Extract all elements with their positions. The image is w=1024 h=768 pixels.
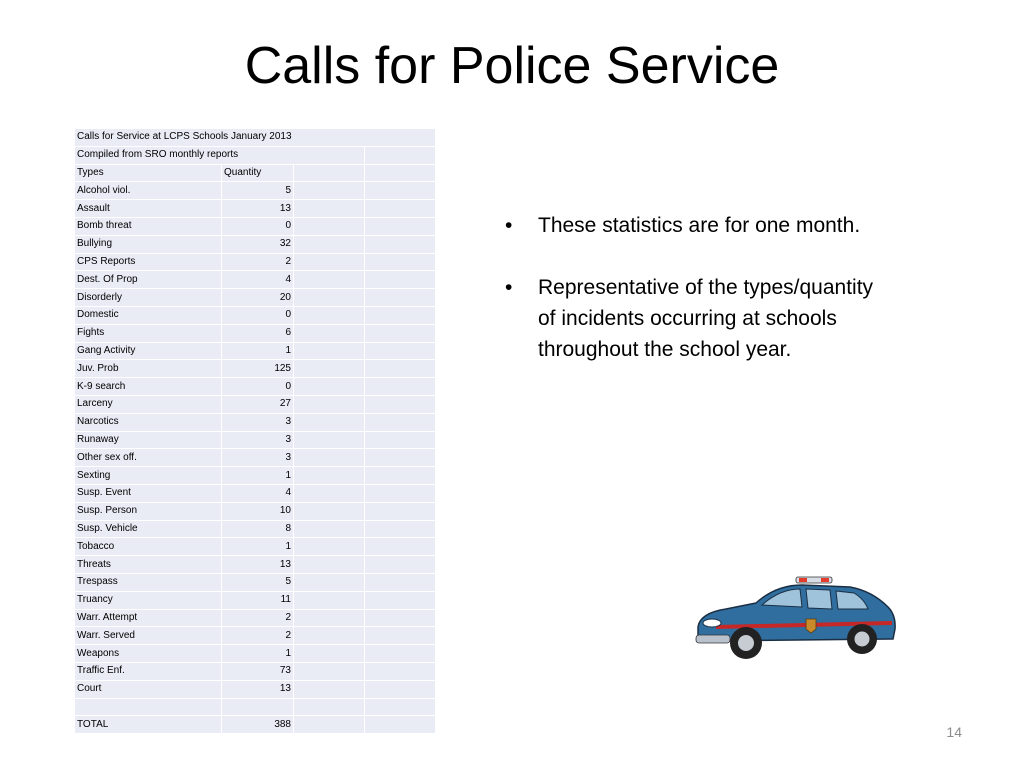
- table-total-row: [75, 716, 436, 734]
- quantity-cell: 27: [222, 396, 294, 414]
- quantity-cell: 0: [222, 218, 294, 236]
- type-cell: Other sex off.: [75, 449, 222, 467]
- table-row: [75, 396, 436, 414]
- quantity-cell: 13: [222, 556, 294, 574]
- empty-cell: [294, 449, 365, 467]
- quantity-cell: 11: [222, 592, 294, 610]
- empty-cell: [365, 254, 436, 272]
- empty-cell: [294, 485, 365, 503]
- quantity-cell: 6: [222, 325, 294, 343]
- type-cell: Fights: [75, 325, 222, 343]
- table-row: [75, 182, 436, 200]
- empty-cell: [365, 325, 436, 343]
- table-row: [75, 432, 436, 450]
- table-row: [75, 663, 436, 681]
- bullet-dot-icon: •: [505, 214, 513, 237]
- empty-cell: [294, 538, 365, 556]
- empty-cell: [365, 699, 436, 717]
- quantity-cell: 8: [222, 521, 294, 539]
- type-cell: Juv. Prob: [75, 360, 222, 378]
- empty-cell: [365, 414, 436, 432]
- column-header-types: Types: [75, 165, 222, 183]
- empty-cell: [294, 236, 365, 254]
- empty-cell: [294, 218, 365, 236]
- table-row: [75, 414, 436, 432]
- type-cell: Alcohol viol.: [75, 182, 222, 200]
- table-row: [75, 574, 436, 592]
- bullet-item: [505, 272, 885, 365]
- empty-cell: [365, 645, 436, 663]
- empty-cell: [365, 556, 436, 574]
- table-row: [75, 538, 436, 556]
- empty-cell: [365, 289, 436, 307]
- empty-cell: [294, 627, 365, 645]
- empty-cell: [294, 574, 365, 592]
- empty-cell: [365, 521, 436, 539]
- empty-cell: [365, 200, 436, 218]
- table-row: [75, 681, 436, 699]
- table-header-row: [75, 165, 436, 183]
- type-cell: Warr. Served: [75, 627, 222, 645]
- type-cell: Tobacco: [75, 538, 222, 556]
- type-cell: Assault: [75, 200, 222, 218]
- empty-cell: [365, 538, 436, 556]
- table-row: [75, 343, 436, 361]
- page-number: 14: [946, 724, 962, 740]
- type-cell: Truancy: [75, 592, 222, 610]
- type-cell: K-9 search: [75, 378, 222, 396]
- type-cell: Warr. Attempt: [75, 610, 222, 628]
- empty-cell: [365, 378, 436, 396]
- empty-cell: [294, 592, 365, 610]
- empty-cell: [75, 699, 222, 717]
- table-row: [75, 627, 436, 645]
- bullet-text: Representative of the types/quantity of incidents occurring at schools throughout the school year.: [538, 276, 874, 361]
- quantity-cell: 3: [222, 432, 294, 450]
- empty-cell: [294, 165, 365, 183]
- type-cell: Gang Activity: [75, 343, 222, 361]
- empty-cell: [294, 503, 365, 521]
- type-cell: Dest. Of Prop: [75, 271, 222, 289]
- table-subcaption: Compiled from SRO monthly reports: [75, 147, 365, 165]
- table-row: [75, 325, 436, 343]
- empty-cell: [365, 503, 436, 521]
- type-cell: Runaway: [75, 432, 222, 450]
- empty-cell: [365, 182, 436, 200]
- table-row: [75, 610, 436, 628]
- empty-cell: [365, 165, 436, 183]
- table-caption-row: [75, 147, 436, 165]
- empty-cell: [365, 432, 436, 450]
- empty-cell: [365, 574, 436, 592]
- empty-cell: [365, 307, 436, 325]
- type-cell: Sexting: [75, 467, 222, 485]
- quantity-cell: 4: [222, 271, 294, 289]
- table-blank-row: [75, 699, 436, 717]
- empty-cell: [365, 396, 436, 414]
- empty-cell: [365, 218, 436, 236]
- type-cell: Domestic: [75, 307, 222, 325]
- empty-cell: [365, 716, 436, 734]
- empty-cell: [365, 271, 436, 289]
- quantity-cell: 73: [222, 663, 294, 681]
- quantity-cell: 3: [222, 449, 294, 467]
- type-cell: Larceny: [75, 396, 222, 414]
- table-caption-row: [75, 129, 436, 147]
- empty-cell: [294, 414, 365, 432]
- empty-cell: [294, 610, 365, 628]
- type-cell: Susp. Person: [75, 503, 222, 521]
- table-row: [75, 218, 436, 236]
- quantity-cell: 4: [222, 485, 294, 503]
- quantity-cell: 2: [222, 610, 294, 628]
- empty-cell: [294, 182, 365, 200]
- table-row: [75, 236, 436, 254]
- bullet-list: [505, 210, 885, 396]
- table-row: [75, 360, 436, 378]
- quantity-cell: 5: [222, 182, 294, 200]
- empty-cell: [294, 467, 365, 485]
- table-row: [75, 521, 436, 539]
- empty-cell: [294, 663, 365, 681]
- bullet-item: [505, 210, 885, 241]
- type-cell: Trespass: [75, 574, 222, 592]
- quantity-cell: 0: [222, 307, 294, 325]
- type-cell: Traffic Enf.: [75, 663, 222, 681]
- police-car-icon: [690, 575, 900, 667]
- table-row: [75, 200, 436, 218]
- empty-cell: [294, 378, 365, 396]
- quantity-cell: 20: [222, 289, 294, 307]
- empty-cell: [365, 467, 436, 485]
- empty-cell: [294, 360, 365, 378]
- empty-cell: [365, 627, 436, 645]
- empty-cell: [365, 449, 436, 467]
- quantity-cell: 2: [222, 254, 294, 272]
- empty-cell: [294, 645, 365, 663]
- total-value: 388: [222, 716, 294, 734]
- empty-cell: [294, 325, 365, 343]
- type-cell: CPS Reports: [75, 254, 222, 272]
- empty-cell: [294, 432, 365, 450]
- type-cell: Bomb threat: [75, 218, 222, 236]
- table-row: [75, 503, 436, 521]
- quantity-cell: 10: [222, 503, 294, 521]
- empty-cell: [365, 681, 436, 699]
- bullet-text: These statistics are for one month.: [538, 214, 861, 237]
- slide-title: Calls for Police Service: [244, 37, 780, 95]
- empty-cell: [365, 147, 436, 165]
- empty-cell: [365, 610, 436, 628]
- quantity-cell: 32: [222, 236, 294, 254]
- empty-cell: [365, 485, 436, 503]
- quantity-cell: 3: [222, 414, 294, 432]
- table-row: [75, 271, 436, 289]
- empty-cell: [294, 200, 365, 218]
- type-cell: Disorderly: [75, 289, 222, 307]
- empty-cell: [294, 699, 365, 717]
- quantity-cell: 0: [222, 378, 294, 396]
- empty-cell: [365, 360, 436, 378]
- type-cell: Susp. Vehicle: [75, 521, 222, 539]
- calls-table: [75, 129, 436, 734]
- quantity-cell: 13: [222, 681, 294, 699]
- empty-cell: [365, 592, 436, 610]
- table-row: [75, 378, 436, 396]
- empty-cell: [294, 289, 365, 307]
- quantity-cell: 1: [222, 343, 294, 361]
- empty-cell: [294, 396, 365, 414]
- empty-cell: [294, 716, 365, 734]
- table-row: [75, 485, 436, 503]
- table-row: [75, 592, 436, 610]
- empty-cell: [294, 307, 365, 325]
- empty-cell: [294, 681, 365, 699]
- empty-cell: [294, 271, 365, 289]
- empty-cell: [365, 663, 436, 681]
- empty-cell: [365, 343, 436, 361]
- quantity-cell: 1: [222, 538, 294, 556]
- table-row: [75, 254, 436, 272]
- quantity-cell: 125: [222, 360, 294, 378]
- quantity-cell: 1: [222, 467, 294, 485]
- quantity-cell: 1: [222, 645, 294, 663]
- type-cell: Court: [75, 681, 222, 699]
- type-cell: Threats: [75, 556, 222, 574]
- table-row: [75, 467, 436, 485]
- table-row: [75, 556, 436, 574]
- total-label: TOTAL: [75, 716, 222, 734]
- type-cell: Bullying: [75, 236, 222, 254]
- empty-cell: [294, 556, 365, 574]
- type-cell: Susp. Event: [75, 485, 222, 503]
- empty-cell: [294, 254, 365, 272]
- table-row: [75, 645, 436, 663]
- empty-cell: [294, 521, 365, 539]
- empty-cell: [294, 343, 365, 361]
- quantity-cell: 5: [222, 574, 294, 592]
- empty-cell: [365, 236, 436, 254]
- type-cell: Weapons: [75, 645, 222, 663]
- table-caption: Calls for Service at LCPS Schools January 2013: [75, 129, 436, 147]
- quantity-cell: 2: [222, 627, 294, 645]
- table-row: [75, 307, 436, 325]
- quantity-cell: 13: [222, 200, 294, 218]
- empty-cell: [222, 699, 294, 717]
- table-row: [75, 289, 436, 307]
- type-cell: Narcotics: [75, 414, 222, 432]
- table-row: [75, 449, 436, 467]
- column-header-quantity: Quantity: [222, 165, 294, 183]
- bullet-dot-icon: •: [505, 276, 513, 299]
